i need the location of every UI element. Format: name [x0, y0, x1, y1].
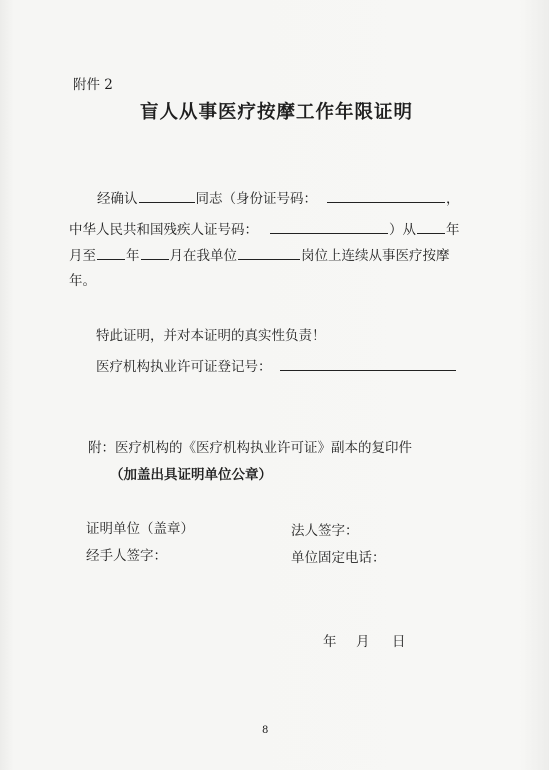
text-month-to: 月至: [69, 248, 96, 264]
text-year: 年: [446, 222, 460, 238]
text-from: ）从: [389, 222, 416, 238]
text-comma: ，: [446, 191, 460, 207]
position-blank: [238, 246, 300, 260]
body-line-2: [69, 220, 460, 239]
date-month: 月: [356, 634, 370, 650]
attachment-label: 附件 2: [73, 77, 113, 93]
text-year-2: 年: [126, 248, 140, 264]
license-label: 医疗机构执业许可证登记号：: [96, 359, 272, 375]
date-year: 年: [323, 634, 337, 650]
text-confirmed: 经确认: [97, 191, 138, 207]
unit-seal-label: 证明单位（盖章）: [86, 521, 194, 537]
disability-cert-blank: [270, 220, 388, 234]
attachment-note: 附：医疗机构的《医疗机构执业许可证》副本的复印件: [88, 440, 412, 456]
body-line-3: [69, 246, 450, 265]
license-line: [96, 357, 457, 376]
name-blank: [139, 189, 195, 203]
page-number: 8: [262, 725, 269, 736]
page-title: 盲人从事医疗按摩工作年限证明: [140, 102, 414, 123]
text-month-in-unit: 月在我单位: [169, 248, 237, 264]
end-month-blank: [141, 246, 169, 260]
legal-rep-signature-label: 法人签字：: [291, 523, 359, 539]
start-year-blank: [417, 220, 445, 234]
text-id-number: 同志（身份证号码：: [195, 191, 317, 207]
date-day: 日: [392, 634, 406, 650]
end-year-blank: [97, 246, 125, 260]
unit-phone-label: 单位固定电话：: [291, 550, 386, 566]
text-continuous: 岗位上连续从事医疗按摩: [301, 248, 450, 264]
certify-line: 特此证明，并对本证明的真实性负责！: [96, 328, 326, 344]
seal-note: （加盖出具证明单位公章）: [110, 467, 272, 483]
body-line-4: 年。: [69, 273, 96, 289]
id-number-blank: [327, 189, 445, 203]
license-number-blank: [280, 357, 456, 371]
text-disability-cert: 中华人民共和国残疾人证号码：: [69, 222, 258, 238]
body-line-1: [97, 189, 460, 208]
handler-signature-label: 经手人签字：: [86, 548, 167, 564]
